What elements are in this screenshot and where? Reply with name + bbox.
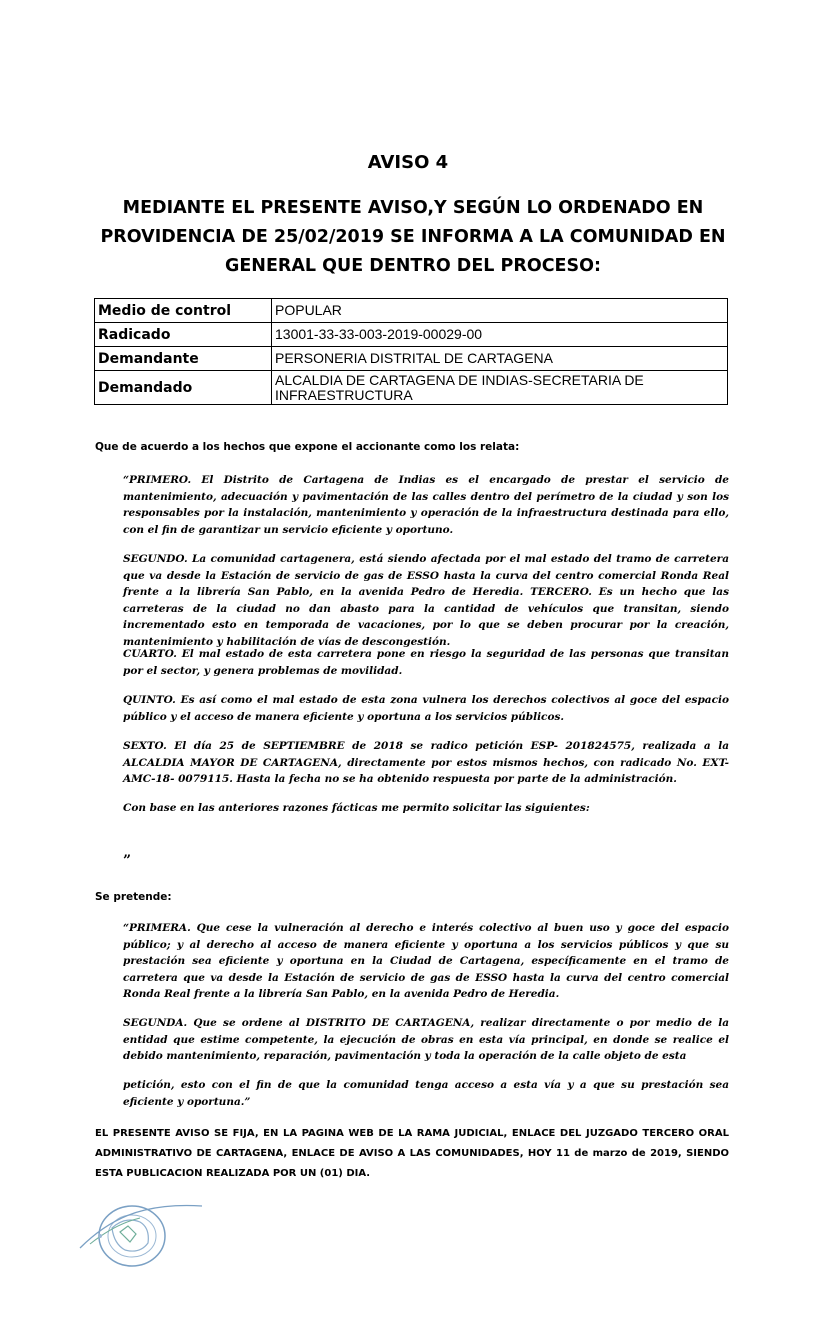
seal-stamp-icon — [70, 1188, 210, 1278]
hecho-sexto: SEXTO. El día 25 de SEPTIEMBRE de 2018 se radico petición ESP- 201824575, realizada a la ALCALDIA MAYOR DE CARTAGENA, directamente por estos mismos hechos, con radicado No. EXT-AMC-18- 0079115. Hasta la fecha no se ha obtenido respuesta por parte de la administración. — [123, 740, 729, 785]
hechos-conclusion: Con base en las anteriores razones fácticas me permito solicitar las siguientes: — [123, 802, 590, 814]
table-row — [95, 371, 728, 405]
row-value: POPULAR — [272, 299, 728, 323]
table-row — [95, 323, 728, 347]
pretension-segunda: SEGUNDA. Que se ordene al DISTRITO DE CARTAGENA, realizar directamente o por medio de la entidad que estime competente, la ejecución de obras en esta vía principal, en donde se realice el debido mantenimiento, reparación, pavimentación y toda la operación de la calle objeto de esta — [123, 1017, 729, 1062]
row-value: ALCALDIA DE CARTAGENA DE INDIAS-SECRETARIA DE INFRAESTRUCTURA — [272, 371, 728, 405]
table-row — [95, 347, 728, 371]
pretende-label: Se pretende: — [95, 891, 172, 903]
hecho-cuarto: CUARTO. El mal estado de esta carretera pone en riesgo la seguridad de las personas que transitan por el sector, y genera problemas de movilidad. — [123, 648, 729, 677]
pretension-primera: “PRIMERA. Que cese la vulneración al derecho e interés colectivo al buen uso y goce del espacio público; y al derecho al acceso de manera eficiente y oportuna a los servicios públicos y que su prestación sea eficiente y oportuna en la Ciudad de Cartagena, específicamente en el tramo de carretera que va desde la Estación de servicio de gas de ESSO hasta la curva del centro comercial Ronda Real frente a la librería San Pablo, en la avenida Pedro de Heredia. — [123, 922, 729, 1000]
row-label: Demandante — [95, 347, 272, 371]
intro-text: Que de acuerdo a los hechos que expone el accionante como los relata: — [95, 441, 520, 453]
document-title: AVISO 4 — [367, 152, 449, 173]
row-value: 13001-33-33-003-2019-00029-00 — [272, 323, 728, 347]
row-label: Demandado — [95, 371, 272, 405]
row-value: PERSONERIA DISTRITAL DE CARTAGENA — [272, 347, 728, 371]
process-info-table — [94, 298, 728, 405]
closing-quote: ” — [123, 853, 132, 869]
hecho-quinto: QUINTO. Es así como el mal estado de esta zona vulnera los derechos colectivos al goce del espacio público y el acceso de manera eficiente y oportuna a los servicios públicos. — [123, 694, 729, 723]
row-label: Radicado — [95, 323, 272, 347]
hecho-segundo: SEGUNDO. La comunidad cartagenera, está siendo afectada por el mal estado del tramo de carretera que va desde la Estación de servicio de gas de ESSO hasta la curva del centro comercial Ronda Real frente a la librería San Pablo, en la avenida Pedro de Heredia. TERCERO. Es un hecho que las carreteras de la ciudad no dan abasto para la cantidad de vehículos que transitan, siendo incrementado esto en temporada de vacaciones, por lo que se deben procurar por la creación, mantenimiento y habilitación de vías de descongestión. — [123, 553, 729, 648]
table-row — [95, 299, 728, 323]
hecho-primero: “PRIMERO. El Distrito de Cartagena de Indias es el encargado de prestar el servicio de mantenimiento, adecuación y pavimentación de las calles dentro del perímetro de la ciudad y son los responsables por la instalación, mantenimiento y operación de la infraestructura destinada para ello, con el fin de garantizar un servicio eficiente y oportuno. — [123, 474, 729, 536]
final-notice: EL PRESENTE AVISO SE FIJA, EN LA PAGINA WEB DE LA RAMA JUDICIAL, ENLACE DEL JUZGADO TERCERO ORAL ADMINISTRATIVO DE CARTAGENA, ENLACE DE AVISO A LAS COMUNIDADES, HOY 11 de marzo de 2019, SIENDO ESTA PUBLICACION REALIZADA POR UN (01) DIA. — [95, 1128, 729, 1179]
row-label: Medio de control — [95, 299, 272, 323]
pretension-continuacion: petición, esto con el fin de que la comunidad tenga acceso a esta vía y a que su prestación sea eficiente y oportuna.” — [123, 1079, 729, 1108]
document-heading: MEDIANTE EL PRESENTE AVISO,Y SEGÚN LO ORDENADO EN PROVIDENCIA DE 25/02/2019 SE INFORMA A LA COMUNIDAD EN GENERAL QUE DENTRO DEL PROCESO: — [100, 198, 726, 276]
